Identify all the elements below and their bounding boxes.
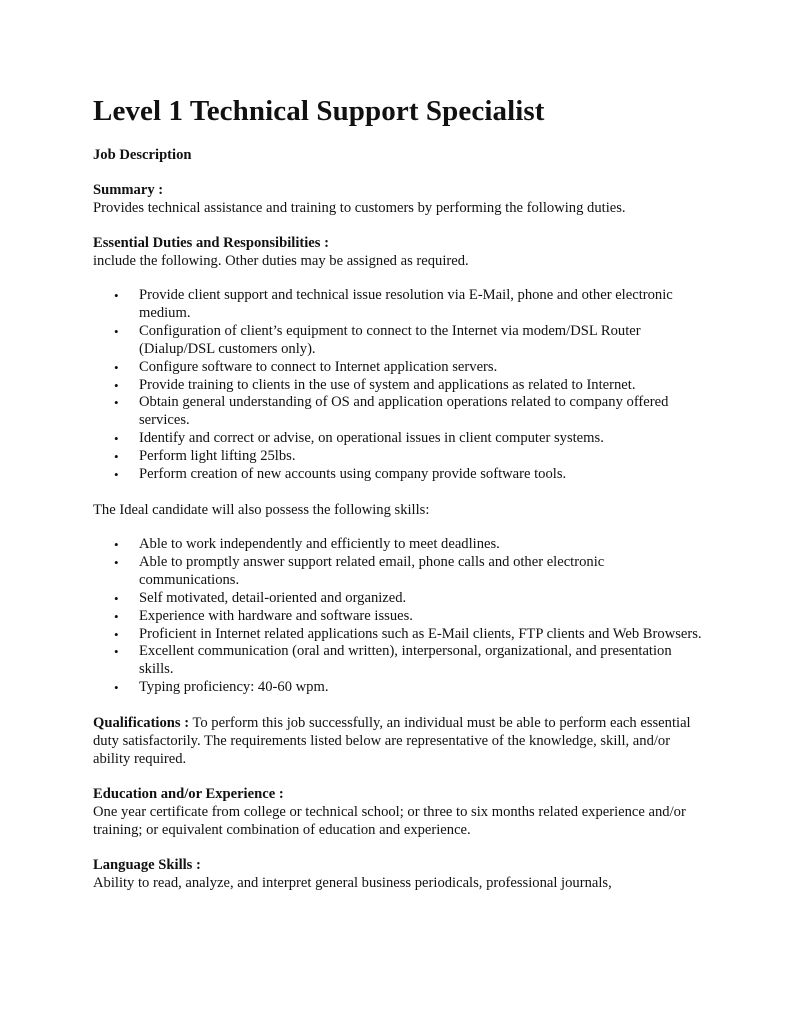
qualifications-text: To perform this job successfully, an individual must be able to perform each essential duty satisfactorily. The requirements listed below are representative of the knowledge, skill, and/or ability required. xyxy=(93,715,691,768)
duties-heading: Essential Duties and Responsibilities : xyxy=(93,235,329,251)
bullet-icon: • xyxy=(114,395,119,411)
list-item xyxy=(93,466,703,484)
summary-section xyxy=(93,181,703,217)
qualifications-paragraph xyxy=(93,714,703,768)
list-item-text: Perform light lifting 25lbs. xyxy=(139,448,296,465)
language-text: Ability to read, analyze, and interpret general business periodicals, professional journals, xyxy=(93,875,612,892)
education-text: One year certificate from college or technical school; or three to six months related experience and/or training; or equivalent combination of education and experience. xyxy=(93,804,686,839)
bullet-icon: • xyxy=(114,608,119,624)
job-description-label: Job Description xyxy=(93,147,192,163)
page-title: Level 1 Technical Support Specialist xyxy=(93,95,545,127)
list-item xyxy=(93,287,703,323)
summary-text: Provides technical assistance and training to customers by performing the following duties. xyxy=(93,200,626,216)
bullet-icon: • xyxy=(114,467,119,483)
bullet-icon: • xyxy=(114,323,119,339)
list-item-text: Typing proficiency: 40-60 wpm. xyxy=(139,679,329,696)
bullet-icon: • xyxy=(114,377,119,393)
list-item xyxy=(93,554,703,590)
list-item-text: Configuration of client’s equipment to connect to the Internet via modem/DSL Router (Dialup/DSL customers only). xyxy=(139,322,641,357)
qualifications-heading: Qualifications : xyxy=(93,715,190,732)
list-item xyxy=(93,608,703,626)
summary-heading: Summary : xyxy=(93,182,164,198)
document-page xyxy=(93,92,703,892)
list-item xyxy=(93,430,703,448)
bullet-icon: • xyxy=(114,644,119,660)
list-item xyxy=(93,359,703,377)
list-item xyxy=(93,377,703,395)
list-item xyxy=(93,643,703,679)
list-item-text: Excellent communication (oral and written), interpersonal, organizational, and presentation skills. xyxy=(139,643,672,678)
duties-intro: include the following. Other duties may be assigned as required. xyxy=(93,253,469,269)
list-item-text: Provide training to clients in the use of system and applications as related to Internet. xyxy=(139,376,636,393)
list-item-text: Obtain general understanding of OS and application operations related to company offered services. xyxy=(139,394,669,429)
list-item xyxy=(93,590,703,608)
bullet-icon: • xyxy=(114,554,119,570)
list-item xyxy=(93,323,703,359)
bullet-icon: • xyxy=(114,288,119,303)
education-heading: Education and/or Experience : xyxy=(93,786,284,803)
list-item-text: Able to promptly answer support related email, phone calls and other electronic communications. xyxy=(139,553,605,588)
list-item xyxy=(93,394,703,430)
list-item-text: Self motivated, detail-oriented and organized. xyxy=(139,589,407,606)
language-section xyxy=(93,856,703,892)
list-item xyxy=(93,679,703,697)
duties-section xyxy=(93,234,703,484)
list-item-text: Identify and correct or advise, on operational issues in client computer systems. xyxy=(139,430,604,447)
list-item-text: Provide client support and technical issue resolution via E-Mail, phone and other electronic medium. xyxy=(139,287,673,321)
skills-section xyxy=(93,501,703,697)
list-item xyxy=(93,448,703,466)
bullet-icon: • xyxy=(114,359,119,375)
list-item xyxy=(93,536,703,554)
list-item-text: Proficient in Internet related applications such as E-Mail clients, FTP clients and Web Browsers. xyxy=(139,625,702,642)
bullet-icon: • xyxy=(114,590,119,606)
skills-list xyxy=(93,536,703,697)
skills-intro: The Ideal candidate will also possess the following skills: xyxy=(93,501,430,518)
list-item-text: Perform creation of new accounts using company provide software tools. xyxy=(139,466,567,483)
bullet-icon: • xyxy=(114,536,119,552)
bullet-icon: • xyxy=(114,626,119,642)
education-section xyxy=(93,785,703,839)
language-heading: Language Skills : xyxy=(93,857,201,874)
duties-list xyxy=(93,287,703,484)
bullet-icon: • xyxy=(114,449,119,465)
list-item-text: Experience with hardware and software issues. xyxy=(139,607,413,624)
bullet-icon: • xyxy=(114,431,119,447)
list-item-text: Able to work independently and efficiently to meet deadlines. xyxy=(139,535,500,552)
list-item-text: Configure software to connect to Internet application servers. xyxy=(139,358,498,375)
list-item xyxy=(93,626,703,644)
bullet-icon: • xyxy=(114,680,119,696)
